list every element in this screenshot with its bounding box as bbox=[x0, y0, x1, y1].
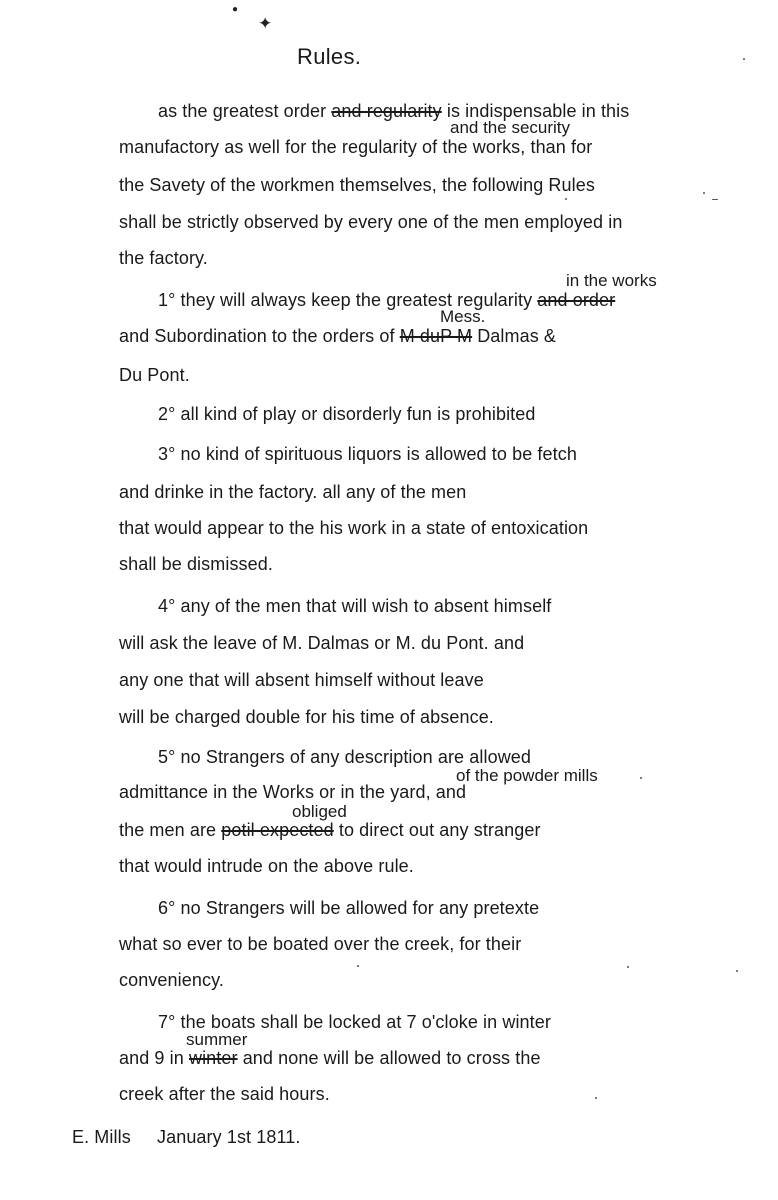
intro-line-1: as the greatest order and regularity is indispensable in this bbox=[158, 101, 630, 121]
rule-7-line-1: 7° the boats shall be locked at 7 o'cloke in winter bbox=[158, 1012, 551, 1032]
rule-1-line-3: Du Pont. bbox=[119, 365, 190, 385]
intro-line-4: shall be strictly observed by every one of the men employed in bbox=[119, 212, 623, 232]
rule-1-insertion-works: in the works bbox=[566, 271, 657, 290]
scan-speck bbox=[640, 777, 642, 779]
scan-speck bbox=[703, 192, 705, 194]
ink-speck-icon: ● bbox=[232, 4, 239, 15]
rule-5-line-3: the men are potil expected to direct out any stranger bbox=[119, 820, 541, 840]
rule-1-insertion-mess: Mess. bbox=[440, 307, 486, 326]
rule-1-line-2: and Subordination to the orders of M duP M Dalmas & bbox=[119, 326, 557, 346]
rule-4-line-3: any one that will absent himself without leave bbox=[119, 670, 484, 690]
document-title: Rules. bbox=[297, 44, 362, 69]
rule-6-line-1: 6° no Strangers will be allowed for any pretexte bbox=[158, 898, 540, 918]
intro-line-5: the factory. bbox=[119, 248, 208, 268]
rule-3-line-3: that would appear to the his work in a state of entoxication bbox=[119, 518, 589, 538]
rule-5-line-4: that would intrude on the above rule. bbox=[119, 856, 414, 876]
ink-blot-icon: ✦ bbox=[258, 14, 273, 33]
scan-speck bbox=[627, 966, 629, 968]
scan-speck bbox=[595, 1097, 597, 1099]
signature-name: E. Mills bbox=[72, 1127, 131, 1147]
rule-4-line-4: will be charged double for his time of absence. bbox=[119, 707, 494, 727]
intro-line-2: manufactory as well for the regularity of the works, than for bbox=[119, 137, 593, 157]
rule-5-insertion-obliged: obliged bbox=[292, 802, 347, 821]
rule-5-line-2: admittance in the Works or in the yard, and bbox=[119, 782, 467, 802]
rule-6-line-3: conveniency. bbox=[119, 970, 224, 990]
rule-1-line-1: 1° they will always keep the greatest regularity and order bbox=[158, 290, 616, 310]
rule-5-line-1: 5° no Strangers of any description are allowed bbox=[158, 747, 532, 767]
scan-speck bbox=[736, 970, 738, 972]
intro-line-3: the Savety of the workmen themselves, the following Rules bbox=[119, 175, 595, 195]
intro-insertion: and the security bbox=[450, 118, 571, 137]
rule-7-insertion-summer: summer bbox=[186, 1030, 248, 1049]
signature-date: January 1st 1811. bbox=[157, 1127, 301, 1147]
rule-3-line-4: shall be dismissed. bbox=[119, 554, 273, 574]
rule-3-line-2: and drinke in the factory. all any of the men bbox=[119, 482, 467, 502]
scan-speck bbox=[743, 58, 745, 60]
rule-7-line-2: and 9 in winter and none will be allowed to cross the bbox=[119, 1048, 541, 1068]
rule-4-line-2: will ask the leave of M. Dalmas or M. du Pont. and bbox=[119, 633, 525, 653]
rule-6-line-2: what so ever to be boated over the creek, for their bbox=[119, 934, 522, 954]
rule-2-line: 2° all kind of play or disorderly fun is prohibited bbox=[158, 404, 536, 424]
scan-speck bbox=[712, 199, 718, 200]
rule-7-line-3: creek after the said hours. bbox=[119, 1084, 330, 1104]
rule-5-insertion-mills: of the powder mills bbox=[456, 766, 598, 785]
rule-4-line-1: 4° any of the men that will wish to absent himself bbox=[158, 596, 552, 616]
scan-speck bbox=[357, 965, 359, 967]
rule-3-line-1: 3° no kind of spirituous liquors is allowed to be fetch bbox=[158, 444, 577, 464]
scan-speck bbox=[565, 198, 567, 200]
